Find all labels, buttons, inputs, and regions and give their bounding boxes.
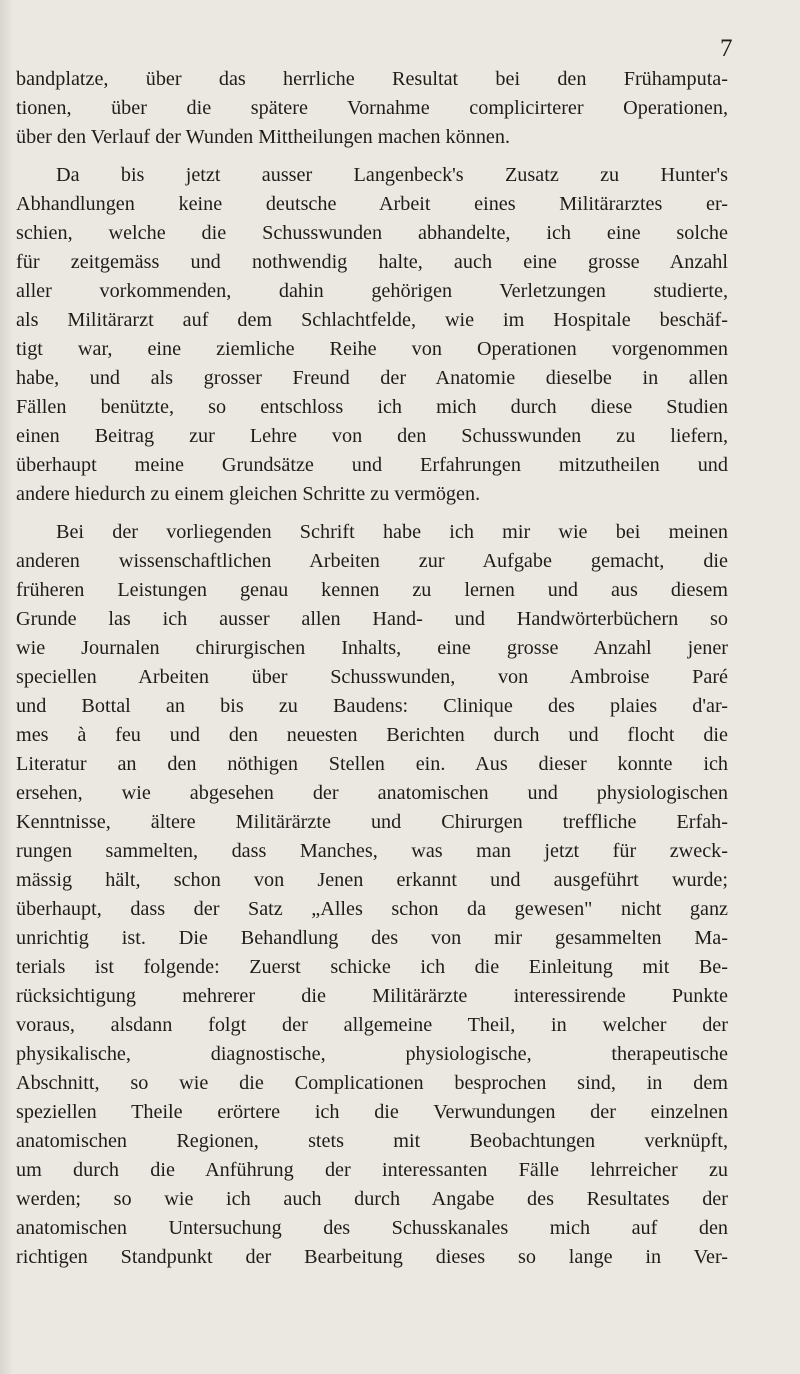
text-line: anatomischen Regionen, stets mit Beobachtungen verknüpft, [16,1130,728,1152]
paragraph-2 [16,161,728,509]
text-line: rungen sammelten, dass Manches, was man jetzt für zweck- [16,840,728,862]
text-line: Bei der vorliegenden Schrift habe ich mir wie bei meinen [56,521,728,543]
text-line: ersehen, wie abgesehen der anatomischen und physiologischen [16,782,728,804]
text-line: Abhandlungen keine deutsche Arbeit eines Militärarztes er- [16,193,728,215]
page-number: 7 [720,35,733,62]
text-line: über den Verlauf der Wunden Mittheilungen machen können. [16,126,511,148]
text-line: unrichtig ist. Die Behandlung des von mir gesammelten Ma- [16,927,728,949]
text-line: als Militärarzt auf dem Schlachtfelde, wie im Hospitale beschäf- [16,309,728,331]
text-line: physikalische, diagnostische, physiologische, therapeutische [16,1043,728,1065]
text-line: wie Journalen chirurgischen Inhalts, eine grosse Anzahl jener [16,637,728,659]
text-line: bandplatze, über das herrliche Resultat bei den Frühamputa- [16,68,728,90]
text-line: Abschnitt, so wie die Complicationen besprochen sind, in dem [16,1072,728,1094]
text-line: Da bis jetzt ausser Langenbeck's Zusatz zu Hunter's [56,164,728,186]
text-line: voraus, alsdann folgt der allgemeine Theil, in welcher der [16,1014,728,1036]
paragraph-3 [16,518,728,1272]
text-line: tigt war, eine ziemliche Reihe von Operationen vorgenommen [16,338,728,360]
text-line: andere hiedurch zu einem gleichen Schritte zu vermögen. [16,483,481,505]
text-line: überhaupt meine Grundsätze und Erfahrungen mitzutheilen und [16,454,728,476]
body-text [16,65,728,1272]
text-line: früheren Leistungen genau kennen zu lernen und aus diesem [16,579,728,601]
text-line: Fällen benützte, so entschloss ich mich durch diese Studien [16,396,728,418]
text-line: anatomischen Untersuchung des Schusskanales mich auf den [16,1217,728,1239]
text-line: tionen, über die spätere Vornahme complicirterer Operationen, [16,97,728,119]
text-line: richtigen Standpunkt der Bearbeitung dieses so lange in Ver- [16,1246,728,1268]
text-line: einen Beitrag zur Lehre von den Schusswunden zu liefern, [16,425,728,447]
text-line: überhaupt, dass der Satz „Alles schon da gewesen" nicht ganz [16,898,728,920]
text-line: um durch die Anführung der interessanten Fälle lehrreicher zu [16,1159,728,1181]
text-line: speziellen Theile erörtere ich die Verwundungen der einzelnen [16,1101,728,1123]
text-line: Grunde las ich ausser allen Hand- und Handwörterbüchern so [16,608,728,630]
text-line: Literatur an den nöthigen Stellen ein. Aus dieser konnte ich [16,753,728,775]
text-line: rücksichtigung mehrerer die Militärärzte interessirende Punkte [16,985,728,1007]
text-line: mes à feu und den neuesten Berichten durch und flocht die [16,724,728,746]
text-line: und Bottal an bis zu Baudens: Clinique des plaies d'ar- [16,695,728,717]
text-line: anderen wissenschaftlichen Arbeiten zur Aufgabe gemacht, die [16,550,728,572]
text-line: aller vorkommenden, dahin gehörigen Verletzungen studierte, [16,280,728,302]
text-line: mässig hält, schon von Jenen erkannt und ausgeführt wurde; [16,869,728,891]
paragraph-1 [16,65,728,152]
text-line: terials ist folgende: Zuerst schicke ich die Einleitung mit Be- [16,956,728,978]
page-binding-edge [0,0,14,1374]
text-line: Kenntnisse, ältere Militärärzte und Chirurgen treffliche Erfah- [16,811,728,833]
text-line: speciellen Arbeiten über Schusswunden, von Ambroise Paré [16,666,728,688]
text-line: schien, welche die Schusswunden abhandelte, ich eine solche [16,222,728,244]
text-line: werden; so wie ich auch durch Angabe des Resultates der [16,1188,728,1210]
text-line: für zeitgemäss und nothwendig halte, auch eine grosse Anzahl [16,251,728,273]
text-line: habe, und als grosser Freund der Anatomie dieselbe in allen [16,367,728,389]
